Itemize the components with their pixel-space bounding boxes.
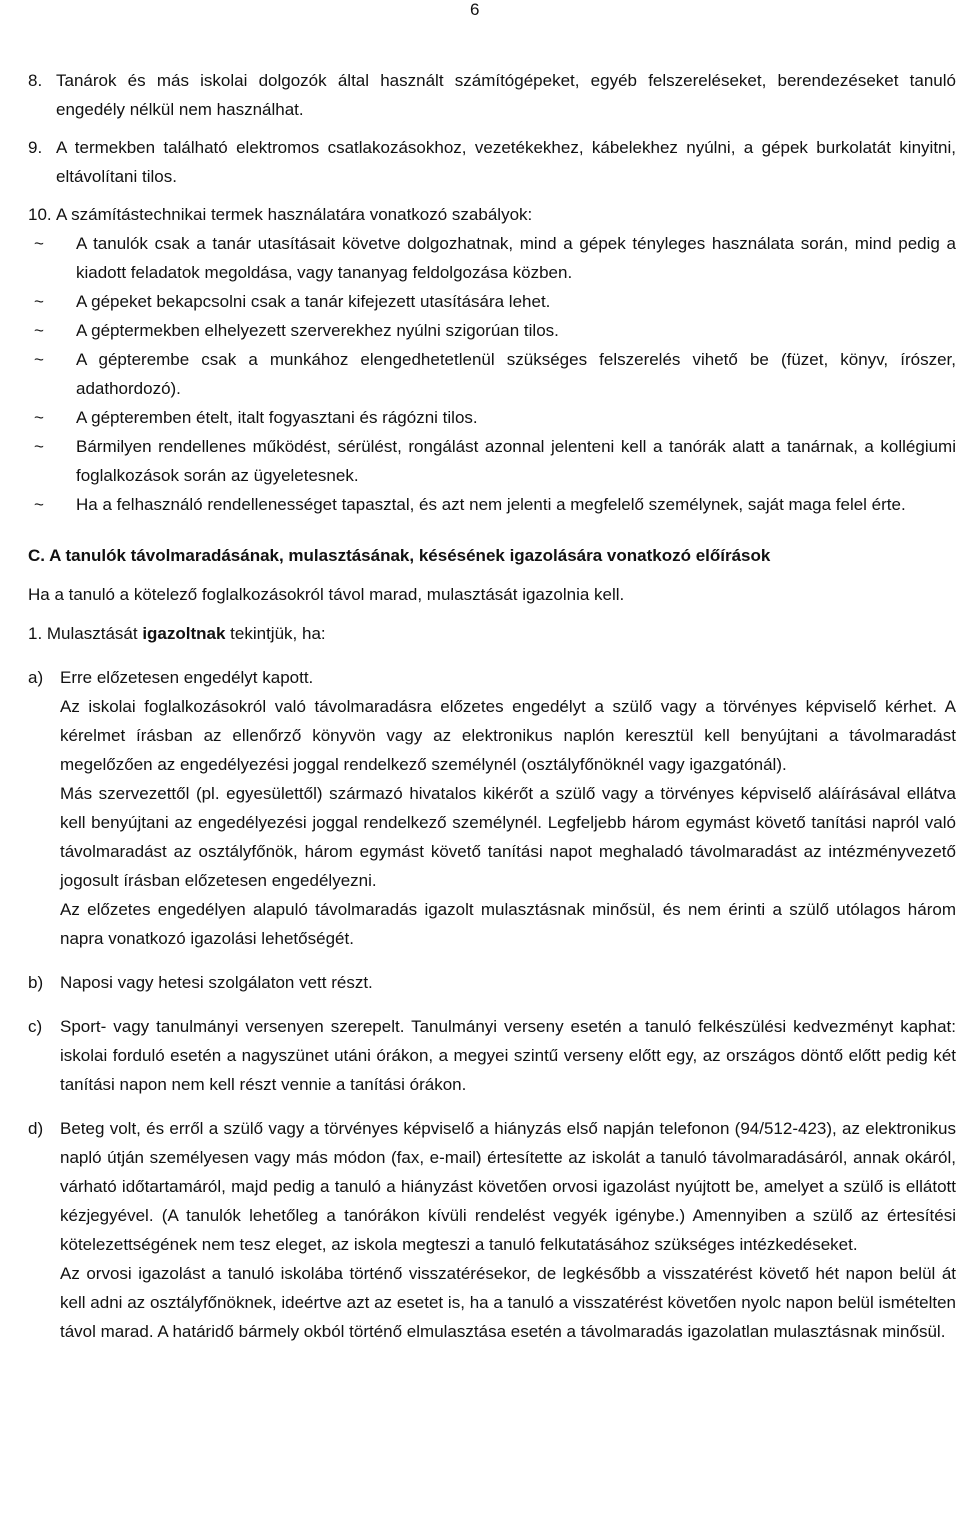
condition-b [28, 968, 956, 997]
document-body [28, 66, 956, 1346]
condition-letter: b) [28, 973, 44, 992]
computer-room-rules-list [28, 229, 956, 519]
condition-d [28, 1114, 956, 1346]
tilde-bullet-icon: ~ [34, 350, 44, 369]
condition-letter: a) [28, 668, 44, 687]
rule-text: A termekben található elektromos csatlakozásokhoz, vezetékekhez, kábelekhez nyúlni, a gépek burkolatát kinyitni, eltávolítani tilos. [56, 138, 956, 186]
condition-c [28, 1012, 956, 1099]
rule-number: 9. [28, 138, 43, 157]
point-1-bold: igazoltnak [142, 624, 226, 643]
tilde-bullet-icon: ~ [34, 234, 44, 253]
point-1-suffix: tekintjük, ha: [225, 624, 326, 643]
condition-letter: d) [28, 1119, 44, 1138]
list-item [28, 403, 956, 432]
condition-title: Erre előzetesen engedélyt kapott. [60, 668, 314, 687]
tilde-bullet-icon: ~ [34, 321, 44, 340]
rule-text: A számítástechnikai termek használatára vonatkozó szabályok: [56, 205, 533, 224]
list-item [28, 316, 956, 345]
condition-paragraph: Az előzetes engedélyen alapuló távolmaradás igazolt mulasztásnak minősül, és nem érinti a szülő utólagos három napra vonatkozó igazolási lehetőségét. [60, 900, 956, 948]
tilde-bullet-icon: ~ [34, 292, 44, 311]
rule-number: 10. [28, 205, 52, 224]
list-item-text: A tanulók csak a tanár utasításait követve dolgozhatnak, mind a gépek tényleges használata során, mind pedig a kiadott feladatok megoldása, vagy tananyag feldolgozása közben. [76, 234, 956, 282]
list-item [28, 229, 956, 287]
section-c-intro: Ha a tanuló a kötelező foglalkozásokról távol marad, mulasztását igazolnia kell. [28, 585, 625, 604]
list-item [28, 287, 956, 316]
point-1-prefix: 1. Mulasztását [28, 624, 143, 643]
condition-letter: c) [28, 1017, 43, 1036]
list-item-text: A gépteremben ételt, italt fogyasztani és rágózni tilos. [76, 408, 478, 427]
list-item-text: A gépterembe csak a munkához elengedhetetlenül szükséges felszerelés vihető be (füzet, könyv, írószer, adathordozó). [76, 350, 956, 398]
condition-title: Sport- vagy tanulmányi versenyen szerepelt. Tanulmányi verseny esetén a tanuló felkészülési kedvezményt kaphat: iskolai forduló esetén a nagyszünet utáni órákon, a megyei szintű verseny előtt egy, az országos döntő előtt pedig két tanítási napon nem kell részt vennie a tanítási órákon. [60, 1017, 956, 1094]
page-number: 6 [470, 0, 480, 19]
list-item [28, 490, 956, 519]
rule-item-9 [28, 133, 956, 191]
condition-paragraph: Más szervezettől (pl. egyesülettől) származó hivatalos kikérőt a szülő vagy a törvényes képviselő aláírásával ellátva kell benyújtani az engedélyezési joggal rendelkező személynél. Legfeljebb három egymást követő tanítási napról való távolmaradást az osztályfőnök, három egymást követő tanítási napot meghaladó távolmaradást az intézményvezető jogosult írásban előzetesen engedélyezni. [60, 784, 956, 890]
list-item [28, 345, 956, 403]
point-1 [28, 619, 956, 648]
condition-title: Naposi vagy hetesi szolgálaton vett részt. [60, 973, 373, 992]
list-item-text: Ha a felhasználó rendellenességet tapasztal, és azt nem jelenti a megfelelő személynek, saját maga felel érte. [76, 495, 906, 514]
rule-item-10 [28, 200, 956, 229]
rule-item-8 [28, 66, 956, 124]
section-c-heading: C. A tanulók távolmaradásának, mulasztásának, késésének igazolására vonatkozó előírások [28, 546, 771, 565]
rule-number: 8. [28, 71, 43, 90]
list-item-text: A géptermekben elhelyezett szerverekhez nyúlni szigorúan tilos. [76, 321, 559, 340]
tilde-bullet-icon: ~ [34, 437, 44, 456]
rule-text: Tanárok és más iskolai dolgozók által használt számítógépeket, egyéb felszereléseket, berendezéseket tanuló engedély nélkül nem használhat. [56, 71, 956, 119]
condition-paragraph: Az orvosi igazolást a tanuló iskolába történő visszatérésekor, de legkésőbb a visszatérést követő hét napon belül át kell adni az osztályfőnöknek, ideértve azt az esetet is, ha a tanuló a visszatérést követően nyolc napon belül ismételten távol marad. A határidő bármely okból történő elmulasztása esetén a távolmaradás igazolatlan mulasztásnak minősül. [60, 1264, 956, 1341]
list-item-text: Bármilyen rendellenes működést, sérülést, rongálást azonnal jelenteni kell a tanórák alatt a tanárnak, a kollégiumi foglalkozások során az ügyeletesnek. [76, 437, 956, 485]
condition-a [28, 663, 956, 953]
list-item [28, 432, 956, 490]
list-item-text: A gépeket bekapcsolni csak a tanár kifejezett utasítására lehet. [76, 292, 551, 311]
tilde-bullet-icon: ~ [34, 495, 44, 514]
condition-title: Beteg volt, és erről a szülő vagy a törvényes képviselő a hiányzás első napján telefonon (94/512-423), az elektronikus napló útján személyesen vagy más módon (fax, e-mail) értesítette az iskolát a tanuló távolmaradásáról, annak okáról, várható időtartamáról, majd pedig a tanuló a hiányzást követően orvosi igazolást nyújtott be, amelyet a szülő is ellátott kézjegyével. (A tanulók lehetőleg a tanórákon kívüli rendelést vegyék igénybe.) Amennyiben a szülő az értesítési kötelezettségének nem tesz eleget, az iskola megteszi a tanuló felkutatásához szükséges intézkedéseket. [60, 1119, 956, 1254]
condition-paragraph: Az iskolai foglalkozásokról való távolmaradásra előzetes engedélyt a szülő vagy a törvényes képviselő kérhet. A kérelmet írásban az ellenőrző könyvön vagy az elektronikus naplón keresztül kell benyújtani a távolmaradást megelőzően az engedélyezési joggal rendelkező személynél (osztályfőnöknél vagy igazgatónál). [60, 697, 956, 774]
tilde-bullet-icon: ~ [34, 408, 44, 427]
